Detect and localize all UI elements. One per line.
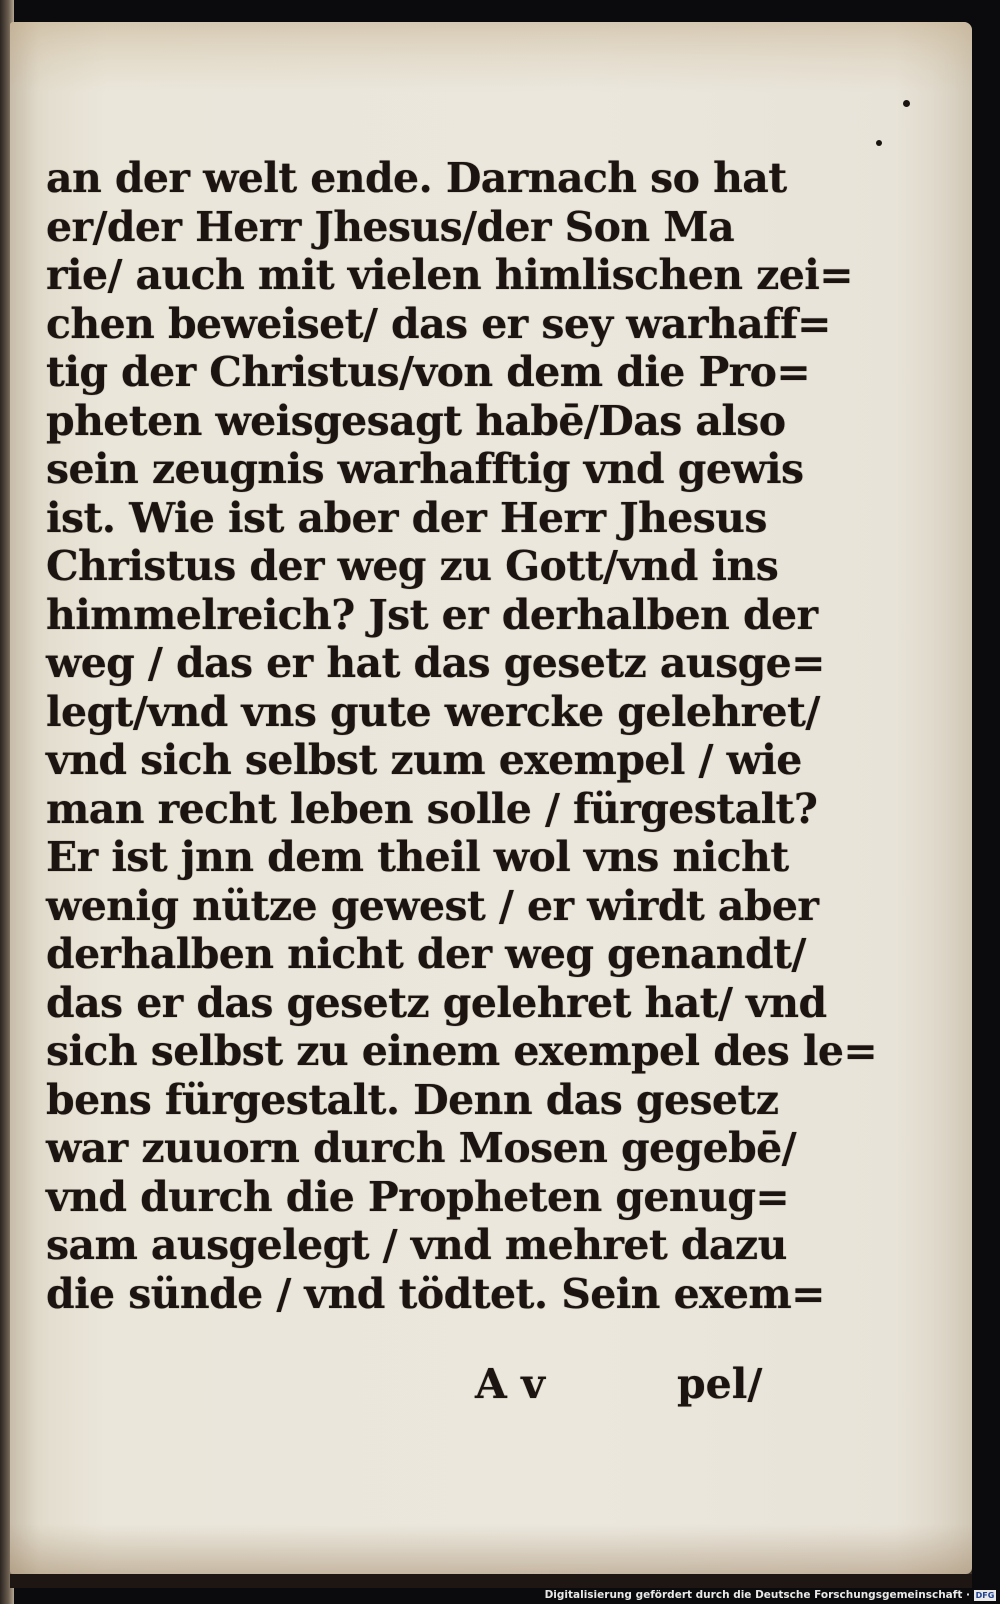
- text-line: rie/ auch mit vielen himlischen zei=: [46, 251, 853, 299]
- text-line: vnd durch die Propheten genug=: [46, 1172, 790, 1221]
- text-line: tig der Christus/von dem die Pro=: [46, 348, 811, 396]
- funding-credit: Digitalisierung gefördert durch die Deutsche Forschungsgemeinschaft ·: [544, 1589, 970, 1601]
- ink-speck: [876, 140, 882, 146]
- page-text-block: [46, 154, 878, 1318]
- text-line: chen beweiset/ das er sey warhaff=: [46, 299, 831, 348]
- text-line: vnd sich selbst zum exempel / wie: [46, 736, 802, 784]
- text-line: bens fürgestalt. Denn das gesetz: [46, 1075, 779, 1124]
- text-line: wenig nütze gewest / er wirdt aber: [46, 881, 819, 930]
- book-page: [10, 22, 972, 1574]
- text-line: weg / das er hat das gesetz ausge=: [46, 639, 825, 687]
- ink-speck: [903, 100, 910, 107]
- dfg-logo: DFG: [975, 1591, 995, 1600]
- text-line: Christus der weg zu Gott/vnd ins: [46, 542, 779, 590]
- text-line: Er ist jnn dem theil wol vns nicht: [46, 833, 789, 881]
- text-line: ist. Wie ist aber der Herr Jhesus: [46, 493, 767, 542]
- text-line: legt/vnd vns gute wercke gelehret/: [46, 687, 820, 736]
- text-line: die sünde / vnd tödtet. Sein exem=: [46, 1269, 825, 1318]
- page-bottom-edge: [10, 1574, 972, 1588]
- signature-mark: A v: [475, 1360, 545, 1408]
- text-line: sein zeugnis warhafftig vnd gewis: [46, 445, 804, 493]
- text-line: derhalben nicht der weg genandt/: [46, 930, 806, 978]
- text-line: man recht leben solle / fürgestalt?: [46, 784, 818, 833]
- text-line: sich selbst zu einem exempel des le=: [46, 1027, 878, 1075]
- catchword: pel/: [677, 1360, 763, 1408]
- text-line: an der welt ende. Darnach so hat: [46, 154, 787, 202]
- text-line: himmelreich? Jst er derhalben der: [46, 590, 818, 639]
- text-line: sam ausgelegt / vnd mehret dazu: [46, 1221, 787, 1269]
- text-line: pheten weisgesagt habē/Das also: [46, 396, 786, 445]
- text-line: war zuuorn durch Mosen gegebē/: [46, 1124, 797, 1172]
- text-line: das er das gesetz gelehret hat/ vnd: [46, 978, 827, 1027]
- text-line: er/der Herr Jhesus/der Son Ma: [46, 202, 735, 251]
